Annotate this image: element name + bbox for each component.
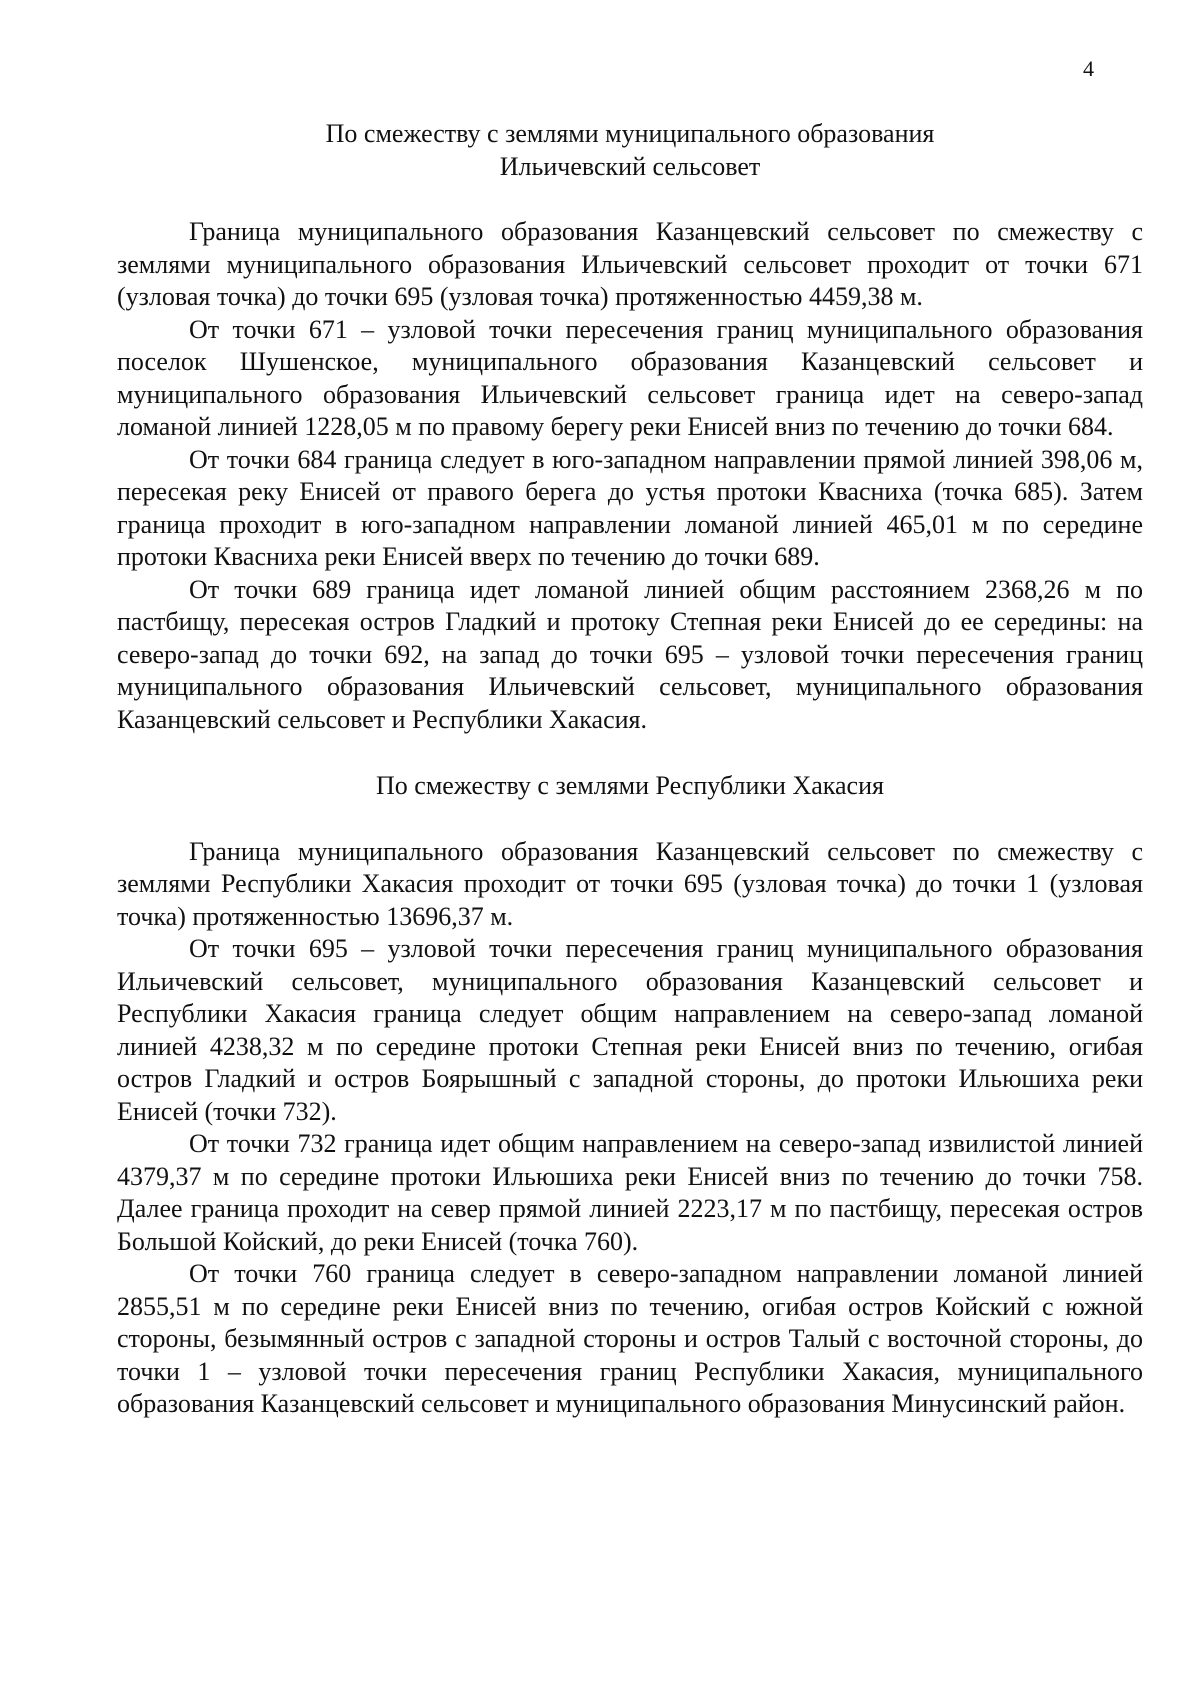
paragraph: От точки 671 – узловой точки пересечения границ муниципального образования поселок Шушенское, муниципального образования Казанцевский сельсовет и муниципального образования Ильичевский сельсовет граница идет на северо-запад ломаной линией 1228,05 м по правому берегу реки Енисей вниз по течению до точки 684. <box>117 314 1143 441</box>
section-heading <box>117 770 1143 803</box>
document-body <box>117 118 1143 1421</box>
paragraph: От точки 684 граница следует в юго-западном направлении прямой линией 398,06 м, пересекая реку Енисей от правого берега до устья протоки Квасниха (точка 685). Затем граница проходит в юго-западном направлении ломаной линией 465,01 м по середине протоки Квасниха реки Енисей вверх по течению до точки 689. <box>117 444 1143 571</box>
paragraph: Граница муниципального образования Казанцевский сельсовет по смежеству с землями муниципального образования Ильичевский сельсовет проходит от точки 671 (узловая точка) до точки 695 (узловая точка) протяженностью 4459,38 м. <box>117 217 1143 311</box>
paragraph: От точки 760 граница следует в северо-западном направлении ломаной линией 2855,51 м по середине реки Енисей вниз по течению, огибая остров Койский с южной стороны, безымянный остров с западной стороны и остров Талый с восточной стороны, до точки 1 – узловой точки пересечения границ Республики Хакасия, муниципального образования Казанцевский сельсовет и муниципального образования Минусинский район. <box>117 1259 1143 1418</box>
paragraph: От точки 689 граница идет ломаной линией общим расстоянием 2368,26 м по пастбищу, пересекая остров Гладкий и протоку Степная реки Енисей до ее середины: на северо-запад до точки 692, на запад до точки 695 – узловой точки пересечения границ муниципального образования Ильичевский сельсовет, муниципального образования Казанцевский сельсовет и Республики Хакасия. <box>117 574 1143 734</box>
section-paragraphs <box>117 216 1143 736</box>
section-khakassia <box>117 770 1143 1421</box>
paragraph: От точки 732 граница идет общим направлением на северо-запад извилистой линией 4379,37 м по середине протоки Ильюшиха реки Енисей вниз по течению до точки 758. Далее граница проходит на север прямой линией 2223,17 м по пастбищу, пересекая остров Большой Койский, до реки Енисей (точка 760). <box>117 1129 1143 1256</box>
section-heading-line: Ильичевский сельсовет <box>499 151 761 181</box>
paragraph: Граница муниципального образования Казанцевский сельсовет по смежеству с землями Республики Хакасия проходит от точки 695 (узловая точка) до точки 1 (узловая точка) протяженностью 13696,37 м. <box>117 836 1143 931</box>
page-number: 4 <box>1083 56 1094 81</box>
section-paragraphs <box>117 836 1143 1421</box>
section-heading <box>117 118 1143 183</box>
section-heading-line: По смежеству с землями Республики Хакасия <box>376 771 884 800</box>
section-ilichevsky <box>117 118 1143 736</box>
section-heading-line: По смежеству с землями муниципального образования <box>325 119 935 148</box>
paragraph: От точки 695 – узловой точки пересечения границ муниципального образования Ильичевский сельсовет, муниципального образования Казанцевский сельсовет и Республики Хакасия граница следует общим направлением на северо-запад ломаной линией 4238,32 м по середине протоки Степная реки Енисей вниз по течению, огибая остров Гладкий и остров Боярышный с западной стороны, до протоки Ильюшиха реки Енисей (точки 732). <box>117 934 1143 1126</box>
